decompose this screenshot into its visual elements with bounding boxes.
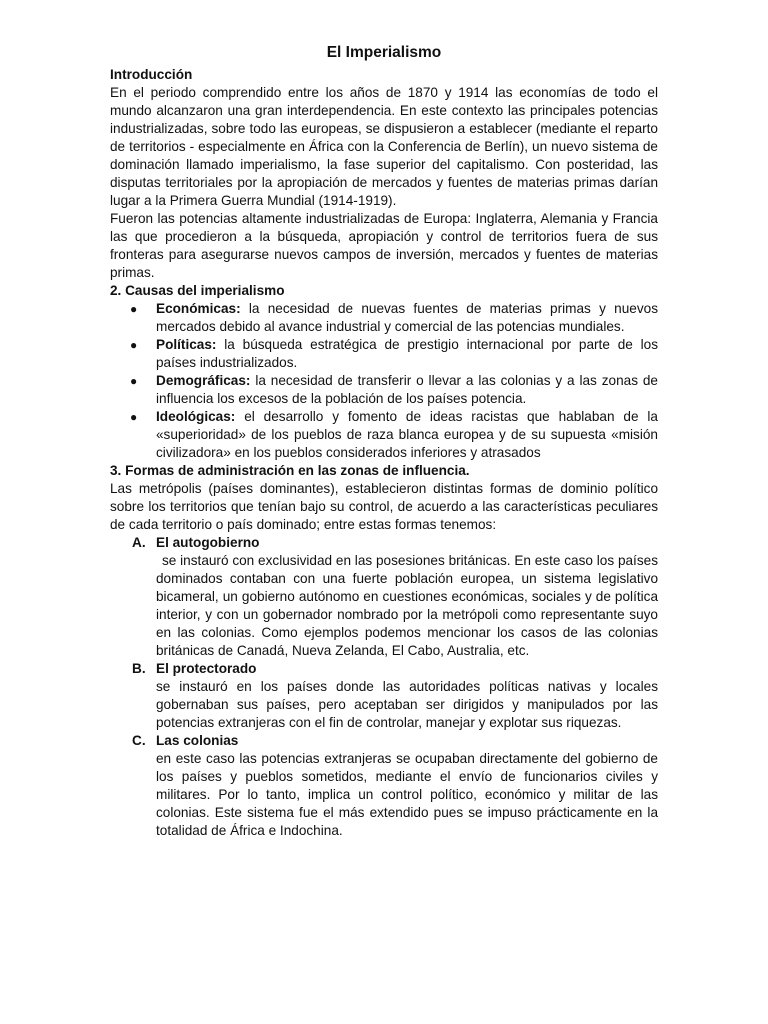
intro-paragraph-2: Fueron las potencias altamente industrializadas de Europa: Inglaterra, Alemania y Francia las que procedieron a la búsqueda, apropiación y control de territorios fuera de sus fronteras para asegurarse nuevos campos de inversión, mercados y fuentes de materias primas. — [110, 211, 658, 280]
cause-term: Económicas: — [156, 301, 241, 316]
cause-term: Ideológicas: — [156, 409, 236, 424]
list-item — [110, 660, 658, 732]
causes-list — [110, 300, 658, 462]
form-text: se instauró con exclusividad en las posesiones británicas. En este caso los países dominados contaban con una fuerte población europea, un sistema legislativo bicameral, un gobierno autónomo en cuestiones económicas, sociales y de política interior, y con un gobernador nombrado por la metrópoli como representante suyo en las colonias. Como ejemplos podemos mencionar los casos de las colonias británicas de Canadá, Nueva Zelanda, El Cabo, Australia, etc. — [156, 553, 658, 658]
intro-heading: Introducción — [110, 67, 193, 82]
bullet-icon: ● — [130, 338, 138, 352]
form-text: se instauró en los países donde las autoridades políticas nativas y locales gobernaban sus países, pero aceptaban ser dirigidos y manipulados por las potencias extranjeras con el fin de controlar, manejar y explotar sus riquezas. — [156, 679, 658, 730]
cause-text: la necesidad de nuevas fuentes de materias primas y nuevos mercados debido al avance industrial y comercial de las potencias mundiales. — [156, 301, 658, 334]
list-letter: A. — [132, 535, 146, 550]
forms-intro: Las metrópolis (países dominantes), establecieron distintas formas de dominio político sobre los territorios que tenían bajo su control, de acuerdo a las características peculiares de cada territorio o país dominado; entre estas formas tenemos: — [110, 481, 658, 532]
page-title: El Imperialismo — [326, 44, 442, 61]
list-letter: B. — [132, 661, 146, 676]
forms-list — [110, 534, 658, 840]
cause-text: la necesidad de transferir o llevar a las colonias y a las zonas de influencia los excesos de la población de los países potencia. — [156, 373, 658, 406]
form-title: Las colonias — [156, 733, 239, 748]
list-letter: C. — [132, 733, 146, 748]
forms-heading: 3. Formas de administración en las zonas de influencia. — [110, 463, 470, 478]
bullet-icon: ● — [130, 302, 138, 316]
list-item — [110, 534, 658, 660]
causes-heading: 2. Causas del imperialismo — [110, 283, 285, 298]
list-item — [110, 336, 658, 372]
bullet-icon: ● — [130, 410, 138, 424]
list-item — [110, 408, 658, 462]
cause-text: la búsqueda estratégica de prestigio internacional por parte de los países industrializados. — [156, 337, 658, 370]
list-item — [110, 300, 658, 336]
cause-term: Demográficas: — [156, 373, 251, 388]
form-text: en este caso las potencias extranjeras se ocupaban directamente del gobierno de los países y pueblos sometidos, mediante el envío de funcionarios civiles y militares. Por lo tanto, implica un control político, económico y militar de las colonias. Este sistema fue el más extendido pues se impuso prácticamente en la totalidad de África e Indochina. — [156, 751, 658, 838]
cause-text: el desarrollo y fomento de ideas racistas que hablaban de la «superioridad» de los pueblos de raza blanca europea y de su supuesta «misión civilizadora» en los pueblos considerados inferiores y atrasados — [156, 409, 658, 460]
form-title: El protectorado — [156, 661, 257, 676]
bullet-icon: ● — [130, 374, 138, 388]
intro-paragraph-1: En el periodo comprendido entre los años de 1870 y 1914 las economías de todo el mundo alcanzaron una gran interdependencia. En este contexto las principales potencias industrializadas, sobre todo las europeas, se dispusieron a establecer (mediante el reparto de territorios - especialmente en África con la Conferencia de Berlín), un nuevo sistema de dominación llamado imperialismo, la fase superior del capitalismo. Con posteridad, las disputas territoriales por la apropiación de mercados y fuentes de materias primas darían lugar a la Primera Guerra Mundial (1914-1919). — [110, 85, 658, 208]
list-item — [110, 732, 658, 840]
document-body — [110, 43, 658, 840]
form-title: El autogobierno — [156, 535, 260, 550]
list-item — [110, 372, 658, 408]
cause-term: Políticas: — [156, 337, 217, 352]
